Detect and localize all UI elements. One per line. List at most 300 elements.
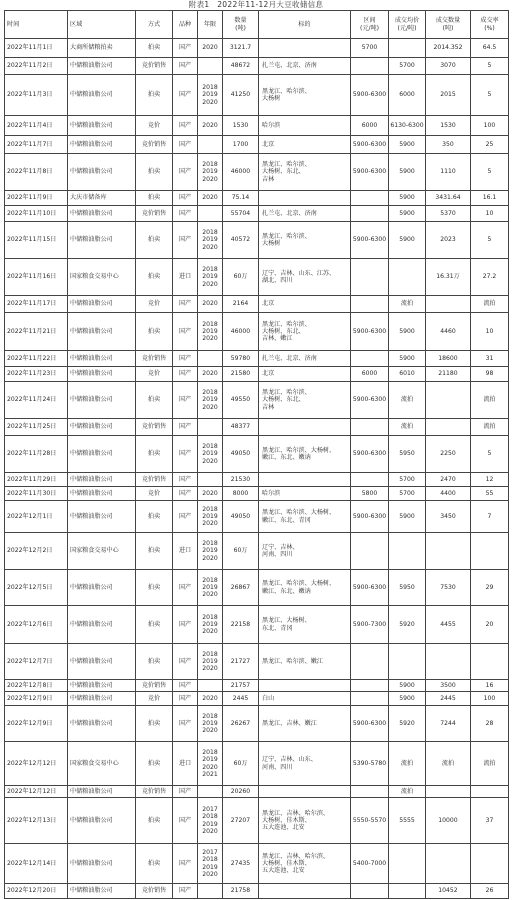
cell-volume xyxy=(426,786,471,798)
cell-rate: 16.1 xyxy=(471,191,509,206)
cell-quantity: 21530 xyxy=(223,473,259,487)
table-row xyxy=(5,606,509,644)
table-row xyxy=(5,222,509,259)
cell-region: 国家粮食交易中心 xyxy=(68,259,136,296)
cell-avg-price: 5900 xyxy=(389,191,426,206)
cell-volume xyxy=(426,644,471,680)
cell-avg-price: 流拍 xyxy=(389,419,426,436)
header-date: 时间 xyxy=(5,11,68,39)
cell-avg-price xyxy=(389,884,426,899)
table-row xyxy=(5,75,509,116)
cell-range xyxy=(351,419,389,436)
cell-variety: 国产 xyxy=(173,39,198,58)
cell-quantity: 46000 xyxy=(223,313,259,351)
cell-range xyxy=(351,533,389,570)
cell-date: 2022年12月12日 xyxy=(5,786,68,798)
cell-years: 2017 2018 2019 2020 xyxy=(198,798,223,844)
cell-years: 2018 2019 2020 xyxy=(198,436,223,473)
cell-range: 5900-6300 xyxy=(351,136,389,154)
cell-target: 哈尔滨 xyxy=(259,487,351,501)
cell-date: 2022年11月28日 xyxy=(5,436,68,473)
cell-variety: 国产 xyxy=(173,436,198,473)
cell-quantity: 21580 xyxy=(223,367,259,382)
cell-method: 拍卖 xyxy=(136,706,173,742)
cell-years: 2018 2019 2020 xyxy=(198,382,223,419)
cell-method: 竞价销售 xyxy=(136,884,173,899)
cell-range xyxy=(351,473,389,487)
cell-volume: 2470 xyxy=(426,473,471,487)
cell-method: 竞价销售 xyxy=(136,136,173,154)
cell-date: 2022年12月6日 xyxy=(5,606,68,644)
cell-quantity: 8000 xyxy=(223,487,259,501)
cell-date: 2022年11月29日 xyxy=(5,473,68,487)
cell-avg-price: 流拍 xyxy=(389,296,426,313)
table-row xyxy=(5,680,509,692)
cell-method: 拍卖 xyxy=(136,501,173,533)
cell-date: 2022年11月17日 xyxy=(5,296,68,313)
cell-rate: 64.5 xyxy=(471,39,509,58)
table-row xyxy=(5,58,509,75)
cell-avg-price: 5950 xyxy=(389,436,426,473)
cell-range: 5900-6300 xyxy=(351,436,389,473)
cell-avg-price xyxy=(389,644,426,680)
table-row xyxy=(5,844,509,884)
cell-rate xyxy=(471,786,509,798)
header-variety: 品种 xyxy=(173,11,198,39)
header-range: 区间 (元/吨) xyxy=(351,11,389,39)
cell-years xyxy=(198,680,223,692)
cell-volume: 3070 xyxy=(426,58,471,75)
cell-avg-price xyxy=(389,844,426,884)
cell-quantity: 3121.7 xyxy=(223,39,259,58)
cell-variety: 进口 xyxy=(173,259,198,296)
table-title: 附表1 2022年11-12月大豆收储信息 xyxy=(188,0,324,9)
cell-target: 黑龙江、吉林、哈尔滨、 大杨树、佳木斯、 五大连池、北安 xyxy=(259,798,351,844)
cell-quantity: 21758 xyxy=(223,884,259,899)
cell-date: 2022年11月8日 xyxy=(5,154,68,191)
cell-years xyxy=(198,136,223,154)
cell-years xyxy=(198,206,223,222)
cell-method: 拍卖 xyxy=(136,742,173,786)
header-target: 标的 xyxy=(259,11,351,39)
cell-avg-price xyxy=(389,259,426,296)
table-body xyxy=(5,39,509,899)
cell-years xyxy=(198,419,223,436)
cell-target: 北京 xyxy=(259,136,351,154)
cell-method: 拍卖 xyxy=(136,844,173,884)
cell-date: 2022年12月13日 xyxy=(5,798,68,844)
cell-variety: 进口 xyxy=(173,742,198,786)
cell-range xyxy=(351,351,389,367)
cell-rate: 27.2 xyxy=(471,259,509,296)
cell-avg-price: 流拍 xyxy=(389,742,426,786)
cell-quantity: 49050 xyxy=(223,501,259,533)
header-avg-price: 成交均价 (元/吨) xyxy=(389,11,426,39)
cell-rate: 20 xyxy=(471,606,509,644)
cell-date: 2022年11月2日 xyxy=(5,58,68,75)
cell-rate: 10 xyxy=(471,313,509,351)
cell-years: 2020 xyxy=(198,39,223,58)
cell-quantity: 60万 xyxy=(223,533,259,570)
cell-variety: 国产 xyxy=(173,313,198,351)
cell-variety: 国产 xyxy=(173,222,198,259)
table-row xyxy=(5,742,509,786)
cell-years: 2020 xyxy=(198,296,223,313)
cell-variety: 国产 xyxy=(173,501,198,533)
cell-years: 2018 2019 2020 xyxy=(198,533,223,570)
cell-years: 2018 2019 2020 xyxy=(198,259,223,296)
cell-rate xyxy=(471,644,509,680)
cell-method: 竞价销售 xyxy=(136,58,173,75)
cell-rate: 5 xyxy=(471,222,509,259)
cell-volume: 2445 xyxy=(426,692,471,706)
cell-date: 2022年12月1日 xyxy=(5,501,68,533)
cell-variety: 进口 xyxy=(173,533,198,570)
header-quantity: 数量 (吨) xyxy=(223,11,259,39)
cell-quantity: 48377 xyxy=(223,419,259,436)
cell-target: 北京 xyxy=(259,367,351,382)
cell-region: 中储粮油脂公司 xyxy=(68,351,136,367)
cell-variety: 国产 xyxy=(173,58,198,75)
cell-quantity: 49550 xyxy=(223,382,259,419)
cell-region: 中储粮油脂公司 xyxy=(68,487,136,501)
cell-quantity: 26267 xyxy=(223,706,259,742)
cell-region: 中储粮油脂公司 xyxy=(68,222,136,259)
cell-method: 竞价 xyxy=(136,116,173,136)
cell-rate: 28 xyxy=(471,706,509,742)
cell-target: 黑龙江、哈尔滨、 大杨树 xyxy=(259,222,351,259)
table-row xyxy=(5,786,509,798)
cell-date: 2022年11月15日 xyxy=(5,222,68,259)
cell-years: 2018 2019 2020 xyxy=(198,606,223,644)
cell-method: 拍卖 xyxy=(136,436,173,473)
cell-range: 5900-7300 xyxy=(351,606,389,644)
cell-rate: 5 xyxy=(471,58,509,75)
cell-date: 2022年11月1日 xyxy=(5,39,68,58)
cell-avg-price: 流拍 xyxy=(389,382,426,419)
cell-target: 黑龙江、哈尔滨、 大杨树、东北、 吉林 xyxy=(259,154,351,191)
cell-years: 2018 2019 2020 xyxy=(198,644,223,680)
cell-range: 5400-7000 xyxy=(351,844,389,884)
cell-volume: 2250 xyxy=(426,436,471,473)
header-method: 方式 xyxy=(136,11,173,39)
cell-volume xyxy=(426,844,471,884)
cell-quantity: 2164 xyxy=(223,296,259,313)
cell-date: 2022年11月16日 xyxy=(5,259,68,296)
cell-region: 中储粮油脂公司 xyxy=(68,206,136,222)
table-row xyxy=(5,487,509,501)
cell-region: 中储粮油脂公司 xyxy=(68,570,136,606)
table-row xyxy=(5,313,509,351)
cell-target xyxy=(259,39,351,58)
cell-range: 5900-6300 xyxy=(351,706,389,742)
cell-avg-price: 5555 xyxy=(389,798,426,844)
table-row xyxy=(5,191,509,206)
cell-quantity: 2445 xyxy=(223,692,259,706)
cell-method: 竞价销售 xyxy=(136,351,173,367)
cell-rate: 29 xyxy=(471,570,509,606)
cell-avg-price: 5920 xyxy=(389,706,426,742)
cell-avg-price: 5900 xyxy=(389,351,426,367)
cell-range: 5900-6300 xyxy=(351,313,389,351)
cell-target: 扎兰屯、北京、济南 xyxy=(259,58,351,75)
cell-variety: 国产 xyxy=(173,191,198,206)
cell-volume: 350 xyxy=(426,136,471,154)
cell-avg-price: 5900 xyxy=(389,222,426,259)
cell-range xyxy=(351,884,389,899)
cell-date: 2022年11月24日 xyxy=(5,382,68,419)
table-row xyxy=(5,501,509,533)
cell-rate: 26 xyxy=(471,884,509,899)
cell-region: 中储粮油脂公司 xyxy=(68,786,136,798)
cell-rate: 流拍 xyxy=(471,742,509,786)
table-row xyxy=(5,116,509,136)
cell-volume xyxy=(426,419,471,436)
cell-target: 北京 xyxy=(259,296,351,313)
cell-volume: 7244 xyxy=(426,706,471,742)
cell-range: 5550-5570 xyxy=(351,798,389,844)
cell-region: 中储粮油脂公司 xyxy=(68,367,136,382)
cell-avg-price: 5900 xyxy=(389,692,426,706)
cell-volume: 16.31万 xyxy=(426,259,471,296)
cell-quantity: 60万 xyxy=(223,259,259,296)
table-row xyxy=(5,706,509,742)
header-volume: 成交数量 (吨) xyxy=(426,11,471,39)
cell-volume: 2015 xyxy=(426,75,471,116)
cell-region: 国家粮食交易中心 xyxy=(68,742,136,786)
cell-range: 5390-5780 xyxy=(351,742,389,786)
cell-target: 黑龙江、哈尔滨、 大杨树、东北、 吉林 xyxy=(259,382,351,419)
cell-target xyxy=(259,884,351,899)
cell-date: 2022年12月12日 xyxy=(5,742,68,786)
cell-region: 中储粮油脂公司 xyxy=(68,473,136,487)
cell-range xyxy=(351,191,389,206)
table-header-row xyxy=(5,11,509,39)
cell-volume: 21180 xyxy=(426,367,471,382)
cell-rate: 25 xyxy=(471,136,509,154)
cell-years xyxy=(198,351,223,367)
cell-variety: 国产 xyxy=(173,136,198,154)
cell-years: 2020 xyxy=(198,367,223,382)
cell-years: 2018 2019 2020 xyxy=(198,501,223,533)
cell-variety: 国产 xyxy=(173,680,198,692)
cell-range: 5900-6300 xyxy=(351,570,389,606)
cell-region: 中储粮油脂公司 xyxy=(68,382,136,419)
cell-variety: 国产 xyxy=(173,706,198,742)
soybean-storage-table xyxy=(4,10,509,899)
cell-volume: 3431.64 xyxy=(426,191,471,206)
cell-rate: 5 xyxy=(471,436,509,473)
cell-method: 拍卖 xyxy=(136,222,173,259)
cell-rate: 7 xyxy=(471,501,509,533)
cell-region: 中储粮油脂公司 xyxy=(68,606,136,644)
cell-variety: 国产 xyxy=(173,606,198,644)
cell-avg-price: 6000 xyxy=(389,75,426,116)
cell-rate: 12 xyxy=(471,473,509,487)
cell-date: 2022年11月7日 xyxy=(5,136,68,154)
cell-rate: 37 xyxy=(471,798,509,844)
cell-volume: 2014.352 xyxy=(426,39,471,58)
cell-region: 中储粮油脂公司 xyxy=(68,692,136,706)
cell-target: 辽宁、吉林、 河南、四川 xyxy=(259,533,351,570)
cell-variety: 国产 xyxy=(173,692,198,706)
cell-date: 2022年11月22日 xyxy=(5,351,68,367)
cell-target: 黑龙江、哈尔滨、大杨树、 嫩江、东北、嫩讷 xyxy=(259,436,351,473)
cell-target: 扎兰屯、北京、济南 xyxy=(259,206,351,222)
cell-quantity: 40572 xyxy=(223,222,259,259)
cell-rate: 16 xyxy=(471,680,509,692)
cell-rate: 98 xyxy=(471,367,509,382)
cell-volume: 3500 xyxy=(426,680,471,692)
cell-method: 拍卖 xyxy=(136,570,173,606)
table-row xyxy=(5,570,509,606)
cell-region: 中储粮油脂公司 xyxy=(68,116,136,136)
cell-avg-price: 5700 xyxy=(389,487,426,501)
cell-volume xyxy=(426,296,471,313)
cell-variety: 国产 xyxy=(173,419,198,436)
cell-target xyxy=(259,191,351,206)
cell-years: 2018 2019 2020 xyxy=(198,706,223,742)
cell-quantity: 21727 xyxy=(223,644,259,680)
cell-years: 2018 2019 2020 xyxy=(198,154,223,191)
cell-date: 2022年12月20日 xyxy=(5,884,68,899)
cell-quantity: 48672 xyxy=(223,58,259,75)
cell-variety: 国产 xyxy=(173,382,198,419)
table-row xyxy=(5,351,509,367)
cell-target: 黑龙江、哈尔滨、大杨树、 嫩江、东北、青冈 xyxy=(259,501,351,533)
cell-variety: 国产 xyxy=(173,644,198,680)
table-row xyxy=(5,533,509,570)
cell-rate: 55 xyxy=(471,487,509,501)
table-row xyxy=(5,436,509,473)
cell-date: 2022年12月14日 xyxy=(5,844,68,884)
table-row xyxy=(5,798,509,844)
cell-method: 拍卖 xyxy=(136,798,173,844)
cell-method: 竞价 xyxy=(136,487,173,501)
cell-date: 2022年12月8日 xyxy=(5,680,68,692)
cell-date: 2022年11月4日 xyxy=(5,116,68,136)
cell-avg-price: 5900 xyxy=(389,136,426,154)
cell-variety: 国产 xyxy=(173,296,198,313)
cell-years: 2020 xyxy=(198,191,223,206)
cell-date: 2022年11月21日 xyxy=(5,313,68,351)
cell-target: 黑龙江、哈尔滨、 大杨树 xyxy=(259,75,351,116)
cell-quantity: 22158 xyxy=(223,606,259,644)
cell-range xyxy=(351,692,389,706)
cell-target: 辽宁、吉林、山东、江苏、 湖北、四川 xyxy=(259,259,351,296)
cell-target: 辽宁、吉林、山东、 河南、四川 xyxy=(259,742,351,786)
cell-years xyxy=(198,58,223,75)
cell-region: 大商所储粮拍卖 xyxy=(68,39,136,58)
table-row xyxy=(5,644,509,680)
cell-range: 6000 xyxy=(351,116,389,136)
cell-method: 拍卖 xyxy=(136,191,173,206)
cell-years xyxy=(198,884,223,899)
header-region: 区域 xyxy=(68,11,136,39)
cell-volume: 4400 xyxy=(426,487,471,501)
cell-range: 5900-6300 xyxy=(351,75,389,116)
cell-region: 国家粮食交易中心 xyxy=(68,533,136,570)
cell-method: 拍卖 xyxy=(136,259,173,296)
cell-variety: 国产 xyxy=(173,570,198,606)
cell-avg-price: 6010 xyxy=(389,367,426,382)
cell-method: 拍卖 xyxy=(136,533,173,570)
cell-range: 5700 xyxy=(351,39,389,58)
header-rate: 成交率 (%) xyxy=(471,11,509,39)
cell-target: 黑龙江、哈尔滨、大杨树、 嫩江、东北、嫩讷 xyxy=(259,570,351,606)
cell-method: 竞价销售 xyxy=(136,206,173,222)
table-row xyxy=(5,884,509,899)
cell-region: 中储粮油脂公司 xyxy=(68,501,136,533)
cell-method: 竞价销售 xyxy=(136,473,173,487)
cell-variety: 国产 xyxy=(173,487,198,501)
cell-method: 拍卖 xyxy=(136,313,173,351)
table-row xyxy=(5,473,509,487)
table-row xyxy=(5,382,509,419)
cell-volume: 1530 xyxy=(426,116,471,136)
cell-variety: 国产 xyxy=(173,884,198,899)
cell-quantity: 75.14 xyxy=(223,191,259,206)
cell-avg-price: 5900 xyxy=(389,206,426,222)
cell-target: 白山 xyxy=(259,692,351,706)
cell-method: 竞价销售 xyxy=(136,419,173,436)
cell-years: 2018 2019 2020 xyxy=(198,570,223,606)
cell-quantity: 27435 xyxy=(223,844,259,884)
cell-years: 2017 2018 2019 2020 xyxy=(198,844,223,884)
cell-target xyxy=(259,419,351,436)
cell-date: 2022年11月25日 xyxy=(5,419,68,436)
cell-quantity: 21757 xyxy=(223,680,259,692)
cell-quantity: 27207 xyxy=(223,798,259,844)
cell-date: 2022年11月3日 xyxy=(5,75,68,116)
cell-avg-price: 5920 xyxy=(389,606,426,644)
cell-avg-price: 5950 xyxy=(389,570,426,606)
cell-volume: 流拍 xyxy=(426,742,471,786)
cell-date: 2022年12月5日 xyxy=(5,570,68,606)
cell-years: 2018 2019 2020 xyxy=(198,75,223,116)
cell-rate: 100 xyxy=(471,692,509,706)
table-row xyxy=(5,419,509,436)
cell-range xyxy=(351,644,389,680)
table-row xyxy=(5,206,509,222)
cell-method: 竞价 xyxy=(136,692,173,706)
cell-rate: 10 xyxy=(471,206,509,222)
cell-years: 2018 2019 2020 xyxy=(198,313,223,351)
cell-range: 6000 xyxy=(351,367,389,382)
table-row xyxy=(5,692,509,706)
cell-region: 中储粮油脂公司 xyxy=(68,313,136,351)
cell-range: 5900-6300 xyxy=(351,154,389,191)
table-row xyxy=(5,39,509,58)
cell-target xyxy=(259,786,351,798)
cell-range: 5900-6300 xyxy=(351,222,389,259)
cell-date: 2022年12月9日 xyxy=(5,706,68,742)
cell-rate: 流拍 xyxy=(471,296,509,313)
table-row xyxy=(5,154,509,191)
cell-region: 中储粮油脂公司 xyxy=(68,844,136,884)
cell-rate: 流拍 xyxy=(471,419,509,436)
cell-region: 大庆市储备库 xyxy=(68,191,136,206)
cell-target: 哈尔滨 xyxy=(259,116,351,136)
cell-variety: 国产 xyxy=(173,798,198,844)
header-years: 年限 xyxy=(198,11,223,39)
cell-volume xyxy=(426,382,471,419)
cell-method: 拍卖 xyxy=(136,154,173,191)
cell-avg-price: 流拍 xyxy=(389,786,426,798)
cell-range: 5900-6300 xyxy=(351,501,389,533)
cell-target: 扎兰屯、北京、济南 xyxy=(259,351,351,367)
cell-years xyxy=(198,473,223,487)
